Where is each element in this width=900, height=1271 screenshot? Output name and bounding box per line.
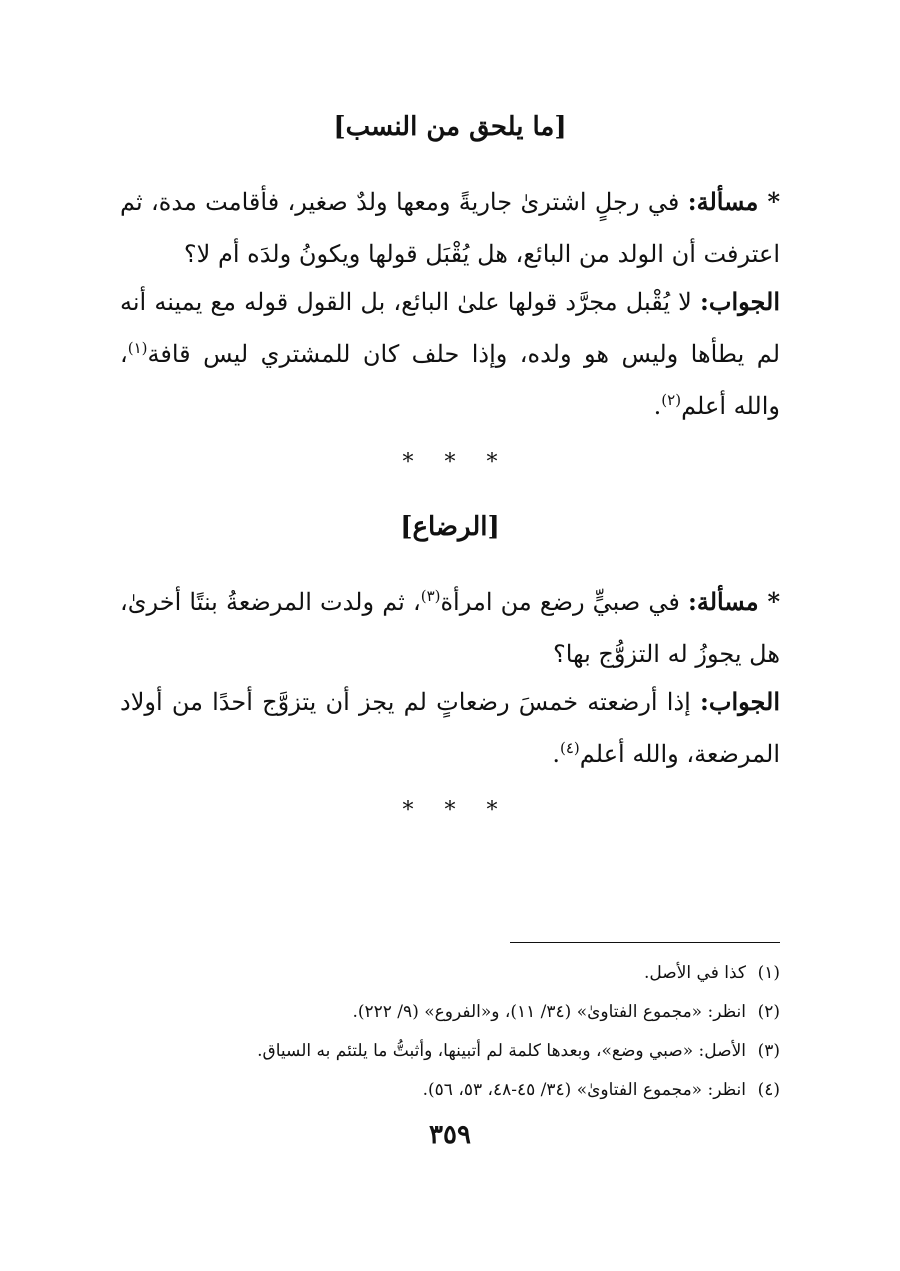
footnote-number: (٢) [757, 1002, 780, 1022]
answer-text: إذا أرضعته خمسَ رضعاتٍ لم يجز أن يتزوَّج أحدًا من أولاد المرضعة، والله أعلم [120, 688, 780, 768]
answer-label: الجواب: [700, 287, 780, 316]
question-paragraph-lineage [120, 176, 780, 280]
footnote-number: (٤) [757, 1080, 780, 1100]
footnote-divider [510, 942, 780, 943]
section-separator: * * * [402, 450, 498, 475]
footnote-text: انظر: «مجموع الفتاوىٰ» (٣٤/ ٤٥-٤٨، ٥٣، ٥٦). [422, 1080, 746, 1100]
question-paragraph-nursing [120, 576, 780, 680]
footnote-number: (١) [757, 963, 780, 983]
footnote-4 [120, 1071, 780, 1110]
footnote-ref-3[interactable]: (٣) [420, 587, 441, 605]
answer-label: الجواب: [700, 687, 780, 716]
question-text-continued: ، ثم ولدت المرضعةُ بنتًا أخرىٰ، هل يجوزُ له التزوُّج بها؟ [120, 588, 780, 668]
footnote-number: (٣) [757, 1041, 780, 1061]
footnotes [120, 954, 780, 1110]
footnote-text: انظر: «مجموع الفتاوىٰ» (٣٤/ ١١)، و«الفروع» (٩/ ٢٢٢). [352, 1002, 746, 1022]
footnote-ref-2[interactable]: (٢) [661, 391, 682, 409]
footnote-text: الأصل: «صبي وضع»، وبعدها كلمة لم أتبينها، وأثبتُّ ما يلتئم به السياق. [257, 1041, 746, 1061]
page-number: ٣٥٩ [429, 1120, 471, 1150]
footnote-2 [120, 993, 780, 1032]
answer-paragraph-nursing [120, 676, 780, 780]
footnote-1 [120, 954, 780, 993]
book-page [120, 0, 780, 1271]
section-separator: * * * [402, 798, 498, 823]
answer-period: . [653, 392, 662, 420]
footnote-ref-4[interactable]: (٤) [560, 739, 580, 757]
footnote-text: كذا في الأصل. [644, 963, 746, 983]
answer-closing: ، والله أعلم [120, 340, 780, 420]
answer-paragraph-lineage [120, 276, 780, 432]
question-text: في رجلٍ اشترىٰ جاريةً ومعها ولدٌ صغير، فأقامت مدة، ثم اعترفت أن الولد من البائع، هل يُقْبَل قولها ويكونُ ولدَه أم لا؟ [120, 188, 780, 268]
question-label: * مسألة: [687, 187, 780, 216]
footnote-ref-1[interactable]: (١) [127, 339, 148, 357]
footnote-3 [120, 1032, 780, 1071]
section-heading-lineage: [ما يلحق من النسب] [333, 112, 567, 142]
section-heading-nursing: [الرضاع] [400, 512, 500, 542]
question-text: في صبيٍّ رضع من امرأة [440, 588, 688, 616]
answer-period: . [552, 740, 560, 768]
question-label: * مسألة: [688, 587, 781, 616]
answer-text: لا يُقْبل مجرَّد قولها علىٰ البائع، بل القول قوله مع يمينه أنه لم يطأها وليس هو ولده، وإذا حلف كان للمشتري ليس قافة [120, 288, 781, 368]
